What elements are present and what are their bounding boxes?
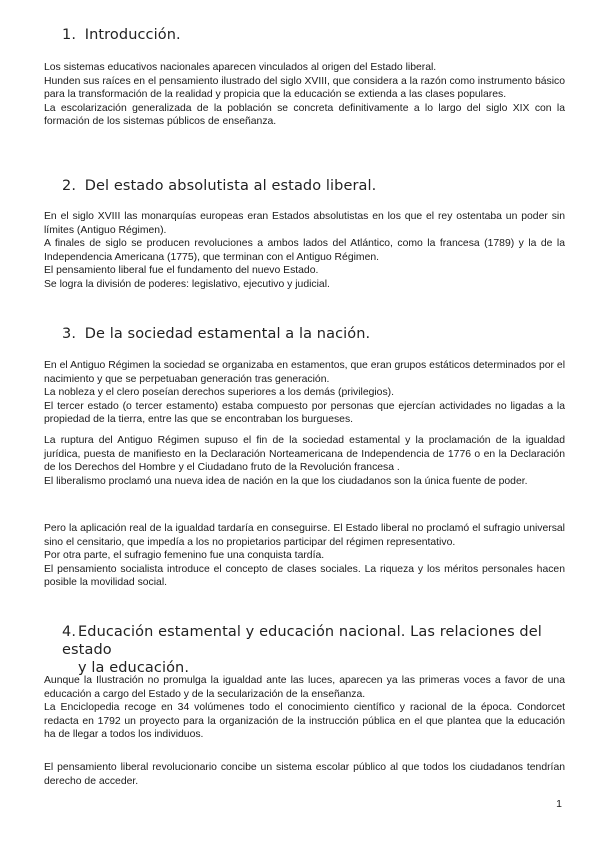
page-number: 1 (556, 798, 562, 810)
paragraph: La nobleza y el clero poseían derechos superiores a los demás (privilegios). (44, 387, 395, 399)
section-2-heading (62, 178, 376, 194)
paragraph: El pensamiento liberal fue el fundamento del nuevo Estado. (44, 265, 319, 277)
paragraph: El tercer estado (o tercer estamento) estaba compuesto por personas que ejercían actividades no ligadas a la propiedad de la tierra, entre las que se encontraban los burgueses. (44, 400, 565, 426)
paragraph: La Enciclopedia recoge en 34 volúmenes todo el conocimiento científico y racional de la época. Condorcet redacta en 1792 un proyecto para la organización de la instrucción pública en el que plantea que la educación ha de llegar a todos los individuos. (44, 702, 565, 741)
section-4-body-1 (44, 674, 565, 742)
paragraph: En el siglo XVIII las monarquías europeas eran Estados absolutistas en los que el rey ostentaba un poder sin límites (Antiguo Régimen). (44, 211, 565, 236)
paragraph: Pero la aplicación real de la igualdad tardaría en conseguirse. El Estado liberal no proclamó el sufragio universal sino el censitario, que impedía a los no propietarios participar del régimen representativo. (44, 523, 565, 548)
paragraph: A finales de siglo se producen revoluciones a ambos lados del Atlántico, como la francesa (1789) y la de la Independencia Americana (1775), que terminan con el Antiguo Régimen. (44, 238, 565, 263)
section-number: 2. (62, 178, 77, 194)
section-4-heading (62, 623, 562, 677)
paragraph: La ruptura del Antiguo Régimen supuso el fin de la sociedad estamental y la proclamación de la igualdad jurídica, puesta de manifiesto en la Declaración Norteamericana de Independencia de 1776 o en la Declaración de los Derechos del Hombre y el Ciudadano fruto de la Revolución francesa . (44, 435, 565, 474)
section-title-continued: y la educación. (78, 660, 190, 676)
section-2-body (44, 210, 565, 292)
section-3-body-3 (44, 522, 565, 590)
section-4-body-2 (44, 761, 565, 788)
paragraph: Los sistemas educativos nacionales aparecen vinculados al origen del Estado liberal. (44, 62, 437, 73)
section-1-heading (62, 27, 181, 43)
section-title: Introducción. (84, 27, 181, 43)
paragraph: El pensamiento liberal revolucionario concibe un sistema escolar público al que todos los ciudadanos tendrían derecho de acceder. (44, 762, 565, 787)
paragraph: Por otra parte, el sufragio femenino fue una conquista tardía. (44, 550, 325, 562)
paragraph: La escolarización generalizada de la población se concreta definitivamente a lo largo del siglo XIX con la formación de los sistemas públicos de enseñanza. (44, 102, 565, 128)
section-3-body-2 (44, 434, 565, 488)
section-number: 3. (62, 326, 77, 342)
paragraph: Hunden sus raíces en el pensamiento ilustrado del siglo XVIII, que considera a la razón como instrumento básico para la transformación de la realidad y propicia que la educación se extienda a las clases populares. (44, 75, 565, 101)
section-title: De la sociedad estamental a la nación. (84, 326, 371, 342)
section-number: 4. (62, 624, 77, 640)
section-3-heading (62, 326, 370, 342)
section-3-body-1 (44, 359, 565, 427)
paragraph: El pensamiento socialista introduce el concepto de clases sociales. La riqueza y los méritos personales hacen posible la movilidad social. (44, 563, 565, 589)
paragraph: En el Antiguo Régimen la sociedad se organizaba en estamentos, que eran grupos estáticos determinados por el nacimiento y que se perpetuaban generación tras generación. (44, 360, 565, 385)
paragraph: El liberalismo proclamó una nueva idea de nación en la que los ciudadanos son la única fuente de poder. (44, 475, 528, 487)
section-title: Del estado absolutista al estado liberal. (84, 178, 377, 194)
paragraph: Se logra la división de poderes: legislativo, ejecutivo y judicial. (44, 278, 330, 290)
paragraph: Aunque la Ilustración no promulga la igualdad ante las luces, aparecen ya las primeras voces a favor de una educación a cargo del Estado y de la secularización de la enseñanza. (44, 675, 565, 700)
section-title: Educación estamental y educación nacional. Las relaciones del estado (62, 624, 542, 658)
section-1-body (44, 61, 565, 129)
section-number: 1. (62, 27, 77, 43)
